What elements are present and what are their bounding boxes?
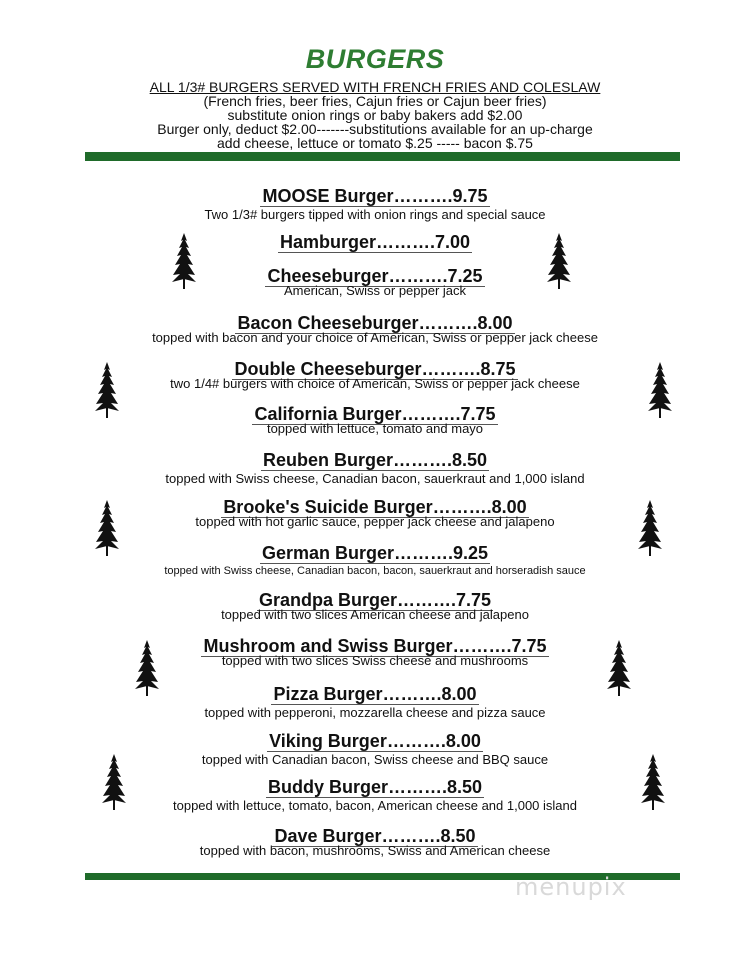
pine-tree-icon xyxy=(101,754,127,810)
menu-item xyxy=(0,313,750,344)
item-name: California Burger……….7.75 xyxy=(254,404,496,424)
menu-item xyxy=(0,684,750,719)
pine-tree-icon xyxy=(606,640,632,696)
item-name: Double Cheeseburger……….8.75 xyxy=(234,359,516,379)
intro-line: substitute onion rings or baby bakers add $2.00 xyxy=(227,107,523,123)
menu-item xyxy=(0,186,750,221)
item-description: topped with Canadian bacon, Swiss cheese and BBQ sauce xyxy=(201,752,549,767)
item-description: topped with Swiss cheese, Canadian bacon, bacon, sauerkraut and horseradish sauce xyxy=(164,565,586,577)
item-description: two 1/4# burgers with choice of American, Swiss or pepper jack cheese xyxy=(170,376,580,391)
pine-tree-icon xyxy=(171,233,197,289)
intro-line: (French fries, beer fries, Cajun fries or Cajun beer fries) xyxy=(203,93,547,109)
menu-item xyxy=(0,266,750,297)
item-name: Reuben Burger……….8.50 xyxy=(262,450,488,470)
item-name: Grandpa Burger……….7.75 xyxy=(258,590,492,610)
item-name: Hamburger……….7.00 xyxy=(279,232,471,252)
item-description: topped with two slices Swiss cheese and mushrooms xyxy=(221,653,529,668)
pine-tree-icon xyxy=(94,500,120,556)
pine-tree-icon xyxy=(134,640,160,696)
item-name: Viking Burger……….8.00 xyxy=(269,731,481,751)
menu-item xyxy=(0,826,750,857)
item-description: American, Swiss or pepper jack xyxy=(283,283,467,298)
menu-item xyxy=(0,450,750,485)
page-title: BURGERS xyxy=(305,44,445,74)
item-name: Buddy Burger……….8.50 xyxy=(267,777,483,797)
item-description: topped with bacon, mushrooms, Swiss and American cheese xyxy=(199,843,551,858)
top-divider xyxy=(85,152,680,161)
item-description: topped with bacon and your choice of American, Swiss or pepper jack cheese xyxy=(152,330,598,345)
item-description: topped with pepperoni, mozzarella cheese and pizza sauce xyxy=(204,705,546,720)
item-description: topped with lettuce, tomato and mayo xyxy=(266,421,484,436)
item-description: topped with hot garlic sauce, pepper jack cheese and jalapeno xyxy=(195,514,555,529)
intro-line: Burger only, deduct $2.00-------substitutions available for an up-charge xyxy=(157,121,593,137)
item-name: Dave Burger……….8.50 xyxy=(274,826,476,846)
item-description: topped with lettuce, tomato, bacon, American cheese and 1,000 island xyxy=(173,798,577,813)
item-description: Two 1/3# burgers tipped with onion rings and special sauce xyxy=(204,207,546,222)
item-name: Pizza Burger……….8.00 xyxy=(273,684,477,704)
pine-tree-icon xyxy=(94,362,120,418)
pine-tree-icon xyxy=(640,754,666,810)
item-name: German Burger……….9.25 xyxy=(261,543,489,563)
intro-line: add cheese, lettuce or tomato $.25 ----- bacon $.75 xyxy=(217,135,533,151)
menu-item xyxy=(0,590,750,621)
item-name: Brooke's Suicide Burger……….8.00 xyxy=(223,497,527,517)
intro-line: ALL 1/3# BURGERS SERVED WITH FRENCH FRIES AND COLESLAW xyxy=(149,79,601,95)
item-name: Cheeseburger……….7.25 xyxy=(267,266,483,286)
menu-item xyxy=(0,232,750,253)
item-name: Bacon Cheeseburger……….8.00 xyxy=(237,313,513,333)
item-description: topped with Swiss cheese, Canadian bacon, sauerkraut and 1,000 island xyxy=(165,471,585,486)
pine-tree-icon xyxy=(546,233,572,289)
item-name: MOOSE Burger……….9.75 xyxy=(262,186,488,206)
intro-text xyxy=(0,80,750,150)
item-description: topped with two slices American cheese and jalapeno xyxy=(221,607,529,622)
menu-item xyxy=(0,636,750,667)
item-name: Mushroom and Swiss Burger……….7.75 xyxy=(203,636,547,656)
pine-tree-icon xyxy=(647,362,673,418)
pine-tree-icon xyxy=(637,500,663,556)
watermark: menupix xyxy=(515,873,627,901)
